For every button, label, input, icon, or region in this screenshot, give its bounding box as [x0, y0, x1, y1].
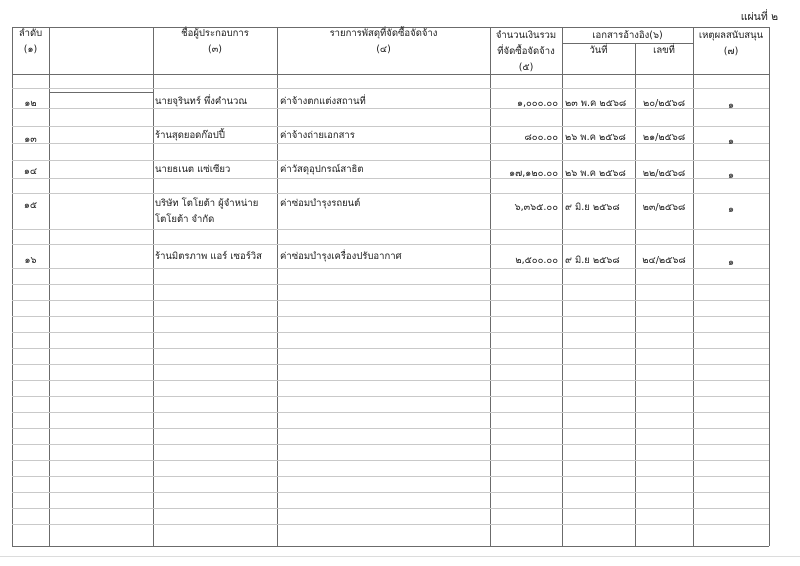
header-vendor: ชื่อผู้ประกอบการ — [181, 28, 249, 39]
rule-line — [12, 88, 769, 89]
header-ref-date: วันที่ — [589, 45, 608, 56]
rule-line — [12, 380, 769, 381]
row-item: ค่าจ้างตกแต่งสถานที่ — [280, 96, 366, 107]
header-ref: เอกสารอ้างอิง(๖) — [592, 30, 663, 41]
rule-line — [49, 92, 153, 93]
header-seq: ลำดับ — [18, 28, 43, 39]
row-doc-no: ๒๓/๒๕๖๘ — [642, 202, 686, 213]
rule-line — [12, 444, 769, 445]
row-vendor: นายจุรินทร์ พึ่งคำนวณ — [155, 96, 248, 107]
header-reason: เหตุผลสนับสนุน — [698, 30, 764, 41]
header-amount-no: (๕) — [518, 62, 534, 73]
header-amount: จำนวนเงินรวม — [495, 30, 557, 41]
header-reason-no: (๗) — [723, 46, 739, 57]
rule-line — [12, 244, 769, 245]
rule-line — [12, 160, 769, 161]
header-bottom-border — [12, 74, 769, 75]
col-line-2 — [153, 27, 154, 546]
rule-line — [12, 268, 769, 269]
rule-line — [12, 364, 769, 365]
rule-line — [12, 524, 769, 525]
row-vendor: ร้านสุดยอดก๊อปปี้ — [155, 130, 225, 141]
row-date: ๙ มิ.ย ๒๕๖๘ — [565, 255, 620, 266]
row-item: ค่าซ่อมบำรุงเครื่องปรับอากาศ — [280, 251, 402, 262]
row-item: ค่าวัสดุอุปกรณ์สาธิต — [280, 164, 364, 175]
header-amount-2: ที่จัดซื้อจัดจ้าง — [497, 46, 555, 57]
row-vendor-line-2: โตโยต้า จำกัด — [155, 214, 215, 225]
rule-line — [12, 348, 769, 349]
rule-line — [12, 229, 769, 230]
row-amount: ๒,๕๐๐.๐๐ — [515, 255, 558, 266]
page-bottom-rule — [0, 556, 800, 557]
table-bottom-border — [12, 546, 769, 547]
rule-line — [12, 126, 769, 127]
rule-line — [12, 396, 769, 397]
row-reason: ๑ — [727, 204, 735, 215]
header-seq-no: (๑) — [23, 44, 38, 55]
row-reason: ๑ — [727, 100, 735, 111]
rule-line — [12, 492, 769, 493]
row-seq: ๑๒ — [24, 98, 37, 109]
header-item: รายการพัสดุที่จัดซื้อจัดจ้าง — [329, 28, 438, 39]
row-date: ๒๖ พ.ค ๒๕๖๘ — [565, 168, 626, 179]
row-amount: ๑๗,๑๒๐.๐๐ — [509, 168, 558, 179]
row-amount: ๑,๐๐๐.๐๐ — [516, 98, 558, 109]
rule-line — [12, 284, 769, 285]
row-amount: ๖,๓๖๕.๐๐ — [514, 202, 558, 213]
rule-line — [12, 476, 769, 477]
rule-line — [12, 300, 769, 301]
header-item-no: (๔) — [376, 44, 391, 55]
row-date: ๙ มิ.ย ๒๕๖๘ — [565, 202, 620, 213]
row-doc-no: ๒๒/๒๕๖๘ — [642, 168, 686, 179]
rule-line — [12, 332, 769, 333]
row-seq: ๑๖ — [24, 255, 37, 266]
row-reason: ๑ — [727, 257, 735, 268]
row-vendor: นายธเนต แซ่เซียว — [155, 164, 231, 175]
row-reason: ๑ — [727, 170, 735, 181]
row-amount: ๘๐๐.๐๐ — [524, 132, 558, 143]
rule-line — [12, 412, 769, 413]
row-doc-no: ๒๔/๒๕๖๘ — [642, 255, 686, 266]
row-date: ๒๖ พ.ค ๒๕๖๘ — [565, 132, 626, 143]
row-doc-no: ๒๐/๒๕๖๘ — [642, 98, 686, 109]
col-line-1 — [49, 27, 50, 546]
row-doc-no: ๒๑/๒๕๖๘ — [642, 132, 686, 143]
row-item: ค่าซ่อมบำรุงรถยนต์ — [280, 198, 361, 209]
rule-line — [12, 316, 769, 317]
row-vendor: ร้านมิตรภาพ แอร์ เซอร์วิส — [155, 251, 262, 262]
rule-line — [12, 428, 769, 429]
row-seq: ๑๕ — [23, 200, 38, 211]
row-date: ๒๓ พ.ค ๒๕๖๘ — [565, 98, 627, 109]
page-label: แผ่นที่ ๒ — [740, 11, 778, 23]
col-line-5 — [562, 27, 563, 546]
col-line-3 — [277, 27, 278, 546]
rule-line — [12, 508, 769, 509]
ref-subheader-line — [562, 43, 693, 44]
row-seq: ๑๓ — [24, 134, 37, 145]
header-ref-no: เลขที่ — [653, 45, 675, 56]
col-line-right — [769, 27, 770, 546]
row-reason: ๑ — [727, 136, 735, 147]
row-vendor: บริษัท โตโยต้า ผู้จำหน่าย — [155, 198, 259, 209]
rule-line — [12, 193, 769, 194]
rule-line — [12, 460, 769, 461]
header-vendor-no: (๓) — [208, 44, 222, 55]
col-line-6 — [635, 43, 636, 546]
row-item: ค่าจ้างถ่ายเอกสาร — [280, 130, 355, 141]
row-seq: ๑๔ — [23, 166, 38, 177]
